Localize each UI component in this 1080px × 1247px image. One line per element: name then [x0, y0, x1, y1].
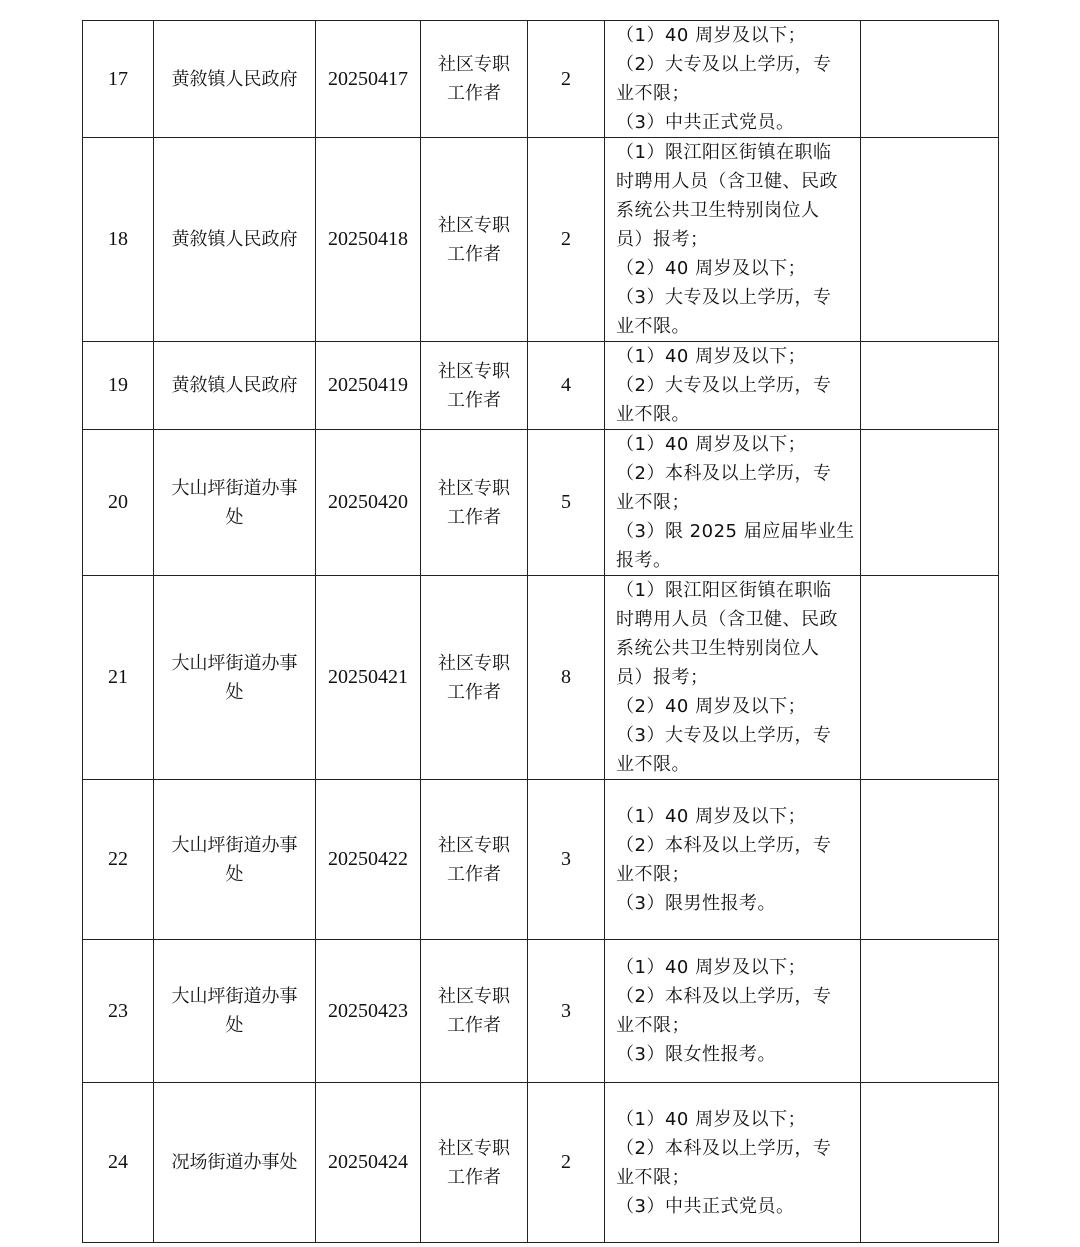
- post-line: 工作者: [447, 243, 501, 265]
- req-line: 报考。: [616, 550, 672, 571]
- row-number: 17: [83, 21, 154, 138]
- post-line: 工作者: [447, 863, 501, 885]
- table-row: [83, 138, 999, 342]
- unit-line: 处: [225, 863, 244, 885]
- req-line: （1）限江阳区街镇在职临: [616, 580, 832, 601]
- remarks: [861, 940, 999, 1083]
- post-line: 工作者: [447, 389, 501, 411]
- table-row: [83, 1083, 999, 1243]
- req-line: （3）限女性报考。: [616, 1044, 776, 1065]
- remarks: [861, 780, 999, 940]
- req-line: 业不限；: [616, 83, 690, 104]
- row-number: 23: [83, 940, 154, 1083]
- unit-line: 大山坪街道办事: [171, 834, 298, 856]
- table-row: [83, 21, 999, 138]
- positions-table: [82, 20, 999, 1243]
- post-line: 社区专职: [438, 214, 510, 236]
- post-line: 社区专职: [438, 652, 510, 674]
- req-line: 时聘用人员（含卫健、民政: [616, 171, 838, 192]
- req-line: （2）40 周岁及以下；: [616, 258, 807, 279]
- req-line: （2）40 周岁及以下；: [616, 696, 807, 717]
- row-number: 22: [83, 780, 154, 940]
- req-line: 业不限。: [616, 404, 690, 425]
- hire-count: 4: [528, 342, 605, 430]
- unit-line: 大山坪街道办事: [171, 477, 298, 499]
- table-row: [83, 342, 999, 430]
- requirements: [605, 576, 861, 780]
- post-line: 工作者: [447, 1166, 501, 1188]
- row-number: 19: [83, 342, 154, 430]
- req-line: （1）40 周岁及以下；: [616, 346, 807, 367]
- req-line: （2）本科及以上学历，专: [616, 834, 832, 856]
- req-line: （3）中共正式党员。: [616, 112, 795, 133]
- position-name: [421, 138, 528, 342]
- hire-count: 8: [528, 576, 605, 780]
- position-name: [421, 576, 528, 780]
- remarks: [861, 430, 999, 576]
- remarks: [861, 21, 999, 138]
- req-line: （3）大专及以上学历，专: [616, 725, 832, 746]
- requirements: [605, 940, 861, 1083]
- hiring-unit: [154, 780, 316, 940]
- post-line: 社区专职: [438, 986, 510, 1007]
- req-line: （3）限男性报考。: [616, 892, 776, 914]
- table-row: [83, 430, 999, 576]
- post-line: 社区专职: [438, 834, 510, 856]
- hiring-unit: [154, 1083, 316, 1243]
- table-row: [83, 576, 999, 780]
- row-number: 24: [83, 1083, 154, 1243]
- hire-count: 3: [528, 940, 605, 1083]
- unit-line: 处: [225, 1015, 244, 1036]
- req-line: （2）本科及以上学历，专: [616, 986, 832, 1007]
- post-line: 工作者: [447, 1015, 501, 1036]
- req-line: 业不限；: [616, 1015, 690, 1036]
- position-code: 20250418: [316, 138, 421, 342]
- req-line: 员）报考；: [616, 667, 709, 688]
- hire-count: 2: [528, 21, 605, 138]
- hiring-unit: [154, 576, 316, 780]
- hiring-unit: [154, 940, 316, 1083]
- req-line: （2）本科及以上学历，专: [616, 1137, 832, 1159]
- req-line: （1）40 周岁及以下；: [616, 957, 807, 978]
- unit-line: 处: [225, 681, 244, 703]
- requirements: [605, 780, 861, 940]
- post-line: 社区专职: [438, 1137, 510, 1159]
- req-line: （1）限江阳区街镇在职临: [616, 142, 832, 163]
- post-line: 社区专职: [438, 477, 510, 499]
- post-line: 社区专职: [438, 54, 510, 75]
- requirements: [605, 21, 861, 138]
- position-code: 20250419: [316, 342, 421, 430]
- req-line: 业不限。: [616, 316, 690, 337]
- position-code: 20250423: [316, 940, 421, 1083]
- hire-count: 2: [528, 138, 605, 342]
- req-line: （1）40 周岁及以下；: [616, 805, 807, 827]
- req-line: （1）40 周岁及以下；: [616, 25, 807, 46]
- req-line: （3）限 2025 届应届毕业生: [616, 521, 855, 542]
- position-code: 20250422: [316, 780, 421, 940]
- req-line: （1）40 周岁及以下；: [616, 434, 807, 455]
- req-line: 时聘用人员（含卫健、民政: [616, 609, 838, 630]
- hiring-unit: [154, 430, 316, 576]
- remarks: [861, 1083, 999, 1243]
- unit-line: 黄敘镇人民政府: [171, 229, 298, 250]
- req-line: （2）大专及以上学历，专: [616, 375, 832, 396]
- position-code: 20250417: [316, 21, 421, 138]
- row-number: 18: [83, 138, 154, 342]
- table-row: [83, 940, 999, 1083]
- position-name: [421, 21, 528, 138]
- req-line: 业不限；: [616, 492, 690, 513]
- post-line: 社区专职: [438, 360, 510, 382]
- hire-count: 2: [528, 1083, 605, 1243]
- position-name: [421, 780, 528, 940]
- hiring-unit: [154, 138, 316, 342]
- position-code: 20250421: [316, 576, 421, 780]
- req-line: （3）中共正式党员。: [616, 1195, 795, 1217]
- position-name: [421, 430, 528, 576]
- post-line: 工作者: [447, 83, 501, 104]
- unit-line: 大山坪街道办事: [171, 986, 298, 1007]
- hire-count: 5: [528, 430, 605, 576]
- req-line: 系统公共卫生特别岗位人: [616, 200, 820, 221]
- row-number: 21: [83, 576, 154, 780]
- position-code: 20250424: [316, 1083, 421, 1243]
- hire-count: 3: [528, 780, 605, 940]
- requirements: [605, 1083, 861, 1243]
- remarks: [861, 342, 999, 430]
- unit-line: 黄敘镇人民政府: [171, 68, 298, 90]
- req-line: （3）大专及以上学历，专: [616, 287, 832, 308]
- unit-line: 大山坪街道办事: [171, 652, 298, 674]
- requirements: [605, 342, 861, 430]
- requirements: [605, 430, 861, 576]
- remarks: [861, 138, 999, 342]
- position-name: [421, 940, 528, 1083]
- row-number: 20: [83, 430, 154, 576]
- unit-line: 况场街道办事处: [171, 1152, 298, 1173]
- hiring-unit: [154, 21, 316, 138]
- remarks: [861, 576, 999, 780]
- req-line: 员）报考；: [616, 229, 709, 250]
- req-line: （2）大专及以上学历，专: [616, 54, 832, 75]
- position-code: 20250420: [316, 430, 421, 576]
- unit-line: 黄敘镇人民政府: [171, 375, 298, 396]
- req-line: （1）40 周岁及以下；: [616, 1108, 807, 1130]
- unit-line: 处: [225, 506, 244, 528]
- req-line: 业不限；: [616, 863, 690, 885]
- req-line: 业不限；: [616, 1166, 690, 1188]
- req-line: （2）本科及以上学历，专: [616, 463, 832, 484]
- table-row: [83, 780, 999, 940]
- req-line: 系统公共卫生特别岗位人: [616, 638, 820, 659]
- post-line: 工作者: [447, 681, 501, 703]
- requirements: [605, 138, 861, 342]
- position-name: [421, 1083, 528, 1243]
- req-line: 业不限。: [616, 754, 690, 775]
- hiring-unit: [154, 342, 316, 430]
- position-name: [421, 342, 528, 430]
- post-line: 工作者: [447, 506, 501, 528]
